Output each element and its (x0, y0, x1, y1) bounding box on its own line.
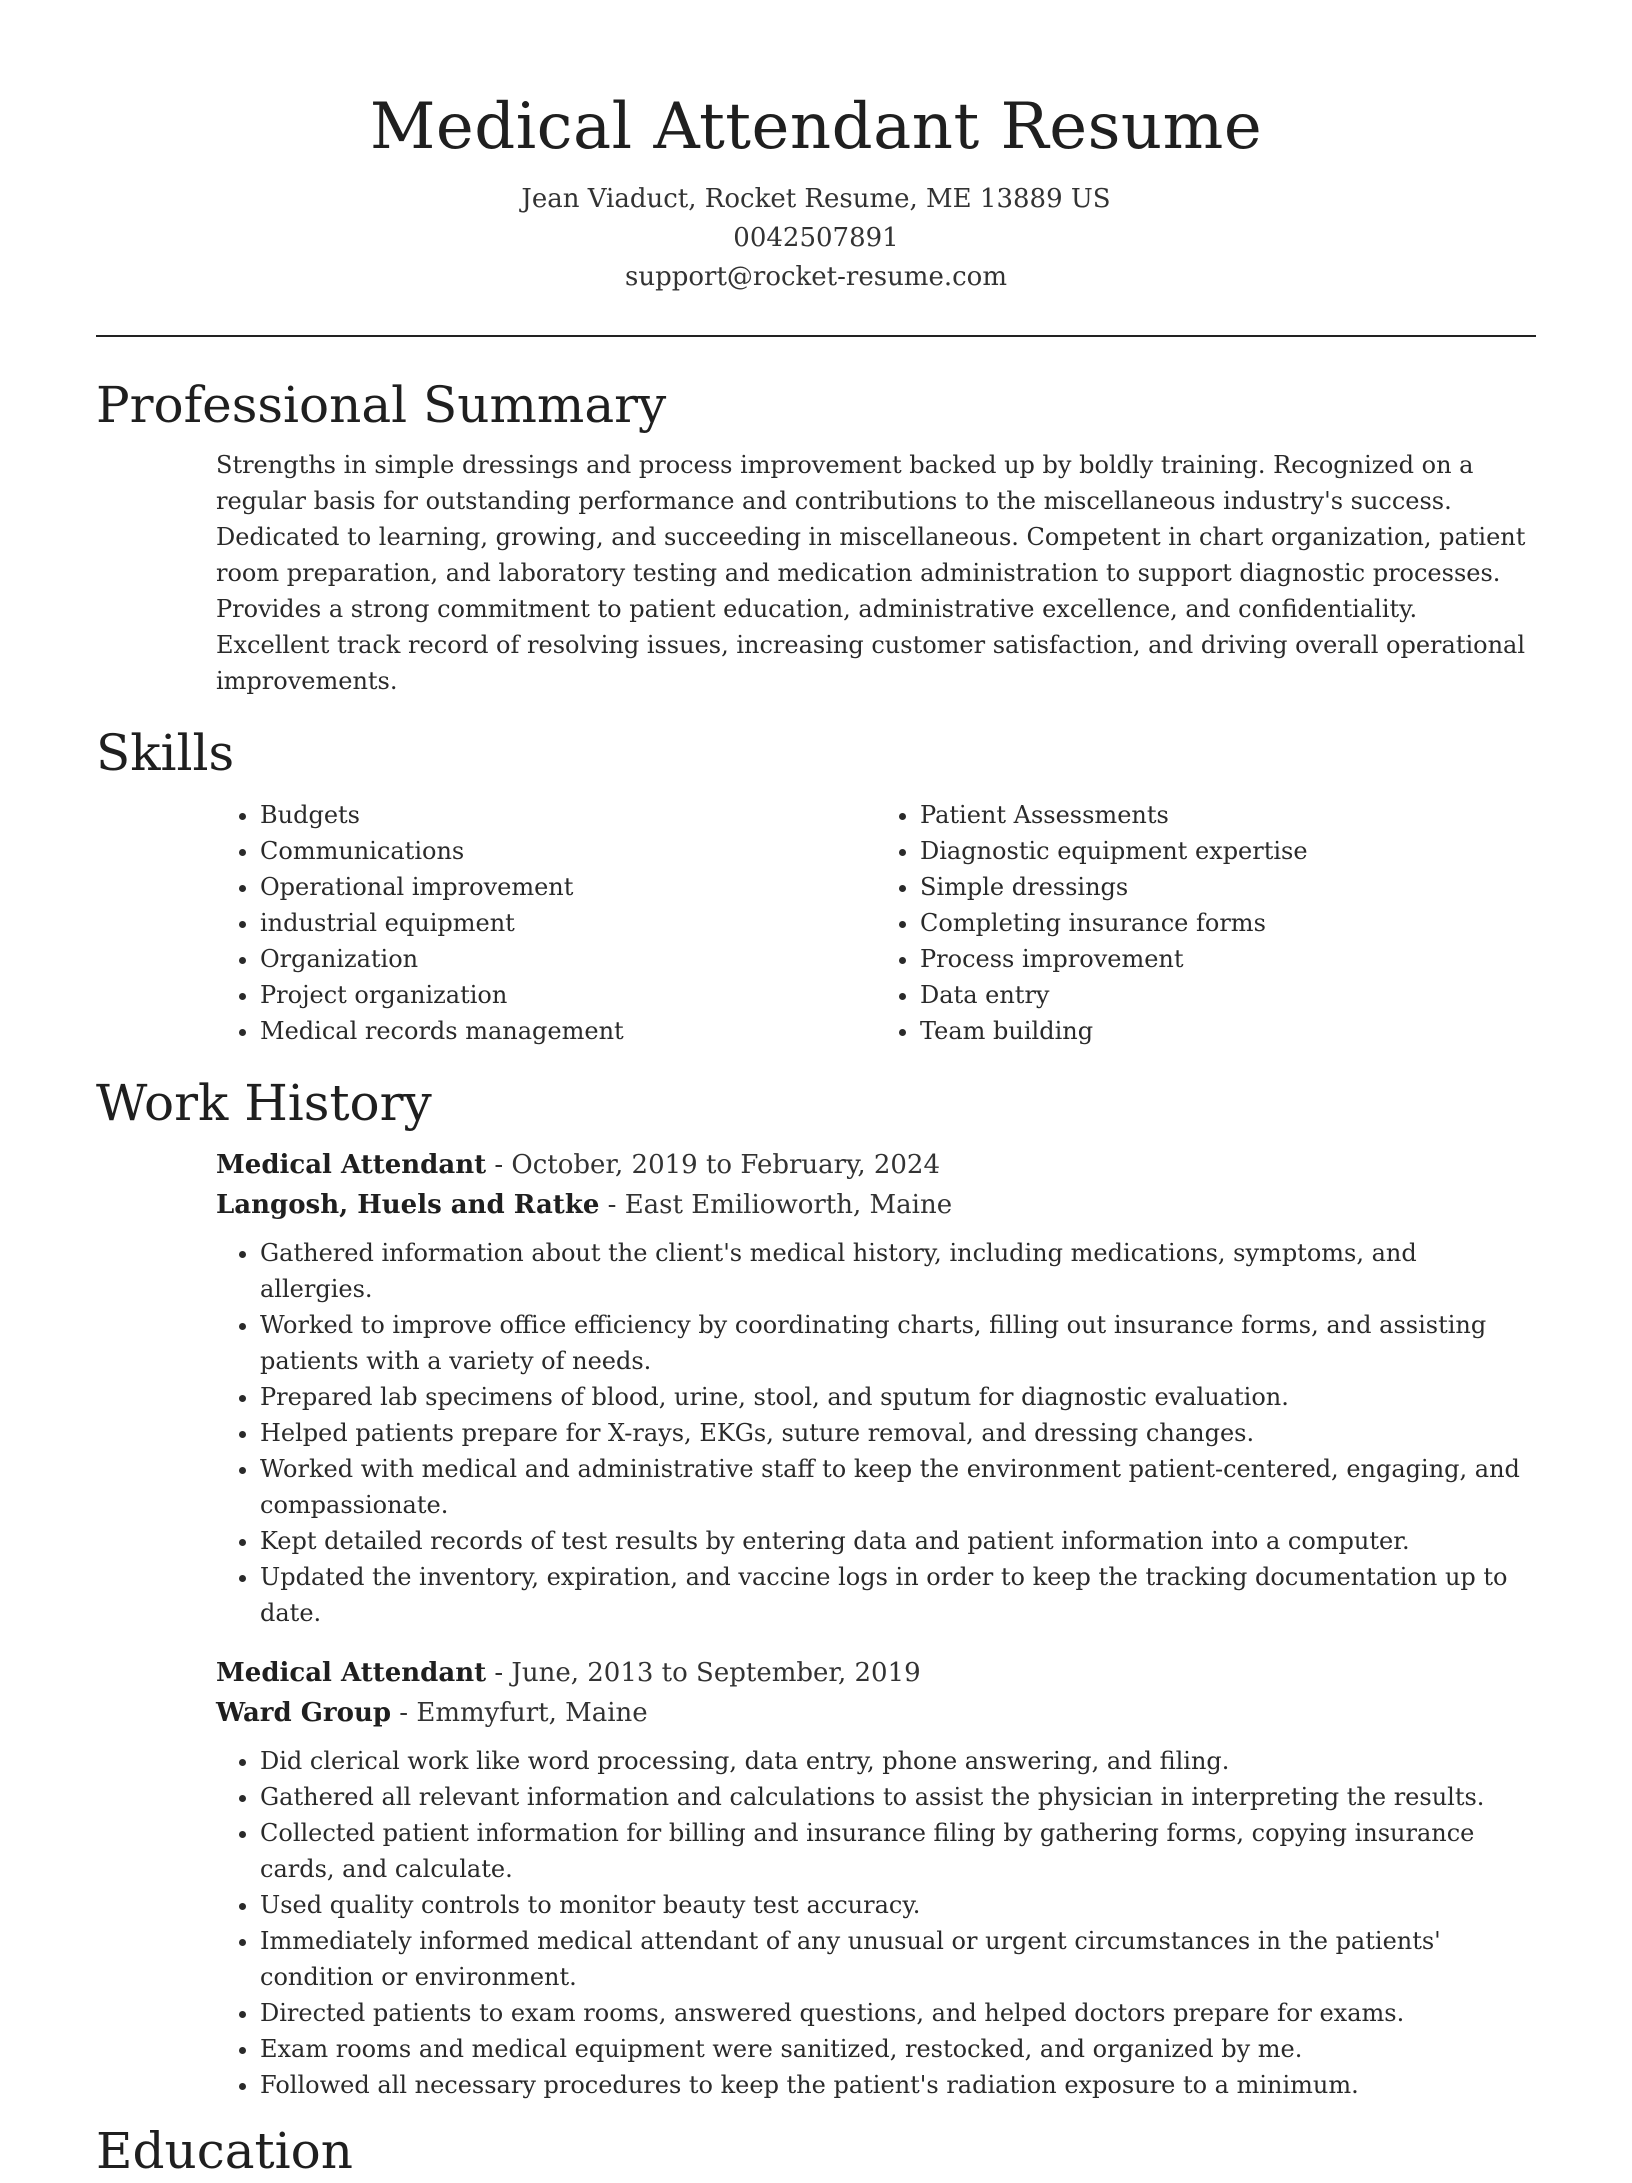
resume-title: Medical Attendant Resume (369, 90, 1263, 164)
skill-item: • Simple dressings (920, 869, 1536, 905)
job-duty: • Gathered information about the client's medical history, including medications, symptoms, and allergies. (260, 1235, 1536, 1307)
job-duty: • Updated the inventory, expiration, and vaccine logs in order to keep the tracking documentation up to date. (260, 1559, 1536, 1631)
skill-item: • Team building (920, 1013, 1536, 1049)
skill-item: • industrial equipment (260, 905, 876, 941)
job-company: Ward Group (216, 1698, 392, 1728)
skill-item: • Organization (260, 941, 876, 977)
job-duty: • Worked with medical and administrative staff to keep the environment patient-centered, engaging, and compassionate. (260, 1451, 1536, 1523)
header-divider (96, 335, 1536, 337)
skills-column-left (216, 797, 876, 1049)
job-duty: • Directed patients to exam rooms, answered questions, and helped doctors prepare for exams. (260, 1995, 1536, 2031)
summary-text: Strengths in simple dressings and process improvement backed up by boldly training. Recognized on a regular basis for outstanding performance and contributions to the miscellaneous industry's success. Dedicated to learning, growing, and succeeding in miscellaneous. Competent in chart organization, patient room preparation, and laboratory testing and medication administration to support diagnostic processes. Provides a strong commitment to patient education, administrative excellence, and confidentiality. Excellent track record of resolving issues, increasing customer satisfaction, and driving overall operational improvements. (216, 451, 1526, 695)
work-history-heading: Work History (96, 1074, 432, 1132)
job-dates: - October, 2019 to February, 2024 (486, 1150, 941, 1180)
job-title-line (216, 1145, 1536, 1185)
skills-column-right (876, 797, 1536, 1049)
job-title: Medical Attendant (216, 1150, 487, 1180)
education-heading: Education (96, 2122, 353, 2180)
contact-email: support@rocket-resume.com (624, 262, 1007, 292)
job-company-line (216, 1185, 1536, 1225)
job-duty: • Helped patients prepare for X-rays, EKGs, suture removal, and dressing changes. (260, 1415, 1536, 1451)
skill-item: • Patient Assessments (920, 797, 1536, 833)
job-dates: - June, 2013 to September, 2019 (486, 1658, 921, 1688)
job-duty: • Immediately informed medical attendant of any unusual or urgent circumstances in the patients' condition or environment. (260, 1923, 1536, 1995)
summary-heading: Professional Summary (96, 376, 667, 434)
resume-header (96, 0, 1536, 297)
job-duty: • Did clerical work like word processing, data entry, phone answering, and filing. (260, 1743, 1536, 1779)
job-duty: • Gathered all relevant information and calculations to assist the physician in interpreting the results. (260, 1779, 1536, 1815)
job-title: Medical Attendant (216, 1658, 487, 1688)
skill-item: • Diagnostic equipment expertise (920, 833, 1536, 869)
job-title-line (216, 1653, 1536, 1693)
skills-heading: Skills (96, 724, 235, 782)
skill-item: • Completing insurance forms (920, 905, 1536, 941)
job-duty: • Exam rooms and medical equipment were sanitized, restocked, and organized by me. (260, 2031, 1536, 2067)
job-entry (216, 1145, 1536, 1631)
job-location: - East Emilioworth, Maine (599, 1190, 953, 1220)
job-duty: • Kept detailed records of test results by entering data and patient information into a computer. (260, 1523, 1536, 1559)
job-duties-list (216, 1743, 1536, 2103)
job-location: - Emmyfurt, Maine (391, 1698, 648, 1728)
summary-section (216, 447, 1536, 699)
skill-item: • Process improvement (920, 941, 1536, 977)
job-duties-list (216, 1235, 1536, 1631)
resume-page (96, 0, 1536, 2180)
job-company: Langosh, Huels and Ratke (216, 1190, 600, 1220)
skill-item: • Budgets (260, 797, 876, 833)
job-duty: • Used quality controls to monitor beauty test accuracy. (260, 1887, 1536, 1923)
job-entry (216, 1653, 1536, 2103)
skill-item: • Data entry (920, 977, 1536, 1013)
contact-address: Jean Viaduct, Rocket Resume, ME 13889 US (521, 184, 1111, 214)
skill-item: • Project organization (260, 977, 876, 1013)
job-company-line (216, 1693, 1536, 1733)
job-duty: • Worked to improve office efficiency by coordinating charts, filling out insurance forms, and assisting patients with a variety of needs. (260, 1307, 1536, 1379)
skills-grid (216, 797, 1536, 1049)
skill-item: • Operational improvement (260, 869, 876, 905)
skill-item: • Medical records management (260, 1013, 876, 1049)
contact-phone: 0042507891 (733, 223, 899, 253)
job-duty: • Prepared lab specimens of blood, urine, stool, and sputum for diagnostic evaluation. (260, 1379, 1536, 1415)
job-duty: • Followed all necessary procedures to keep the patient's radiation exposure to a minimum. (260, 2067, 1536, 2103)
job-duty: • Collected patient information for billing and insurance filing by gathering forms, copying insurance cards, and calculate. (260, 1815, 1536, 1887)
skill-item: • Communications (260, 833, 876, 869)
